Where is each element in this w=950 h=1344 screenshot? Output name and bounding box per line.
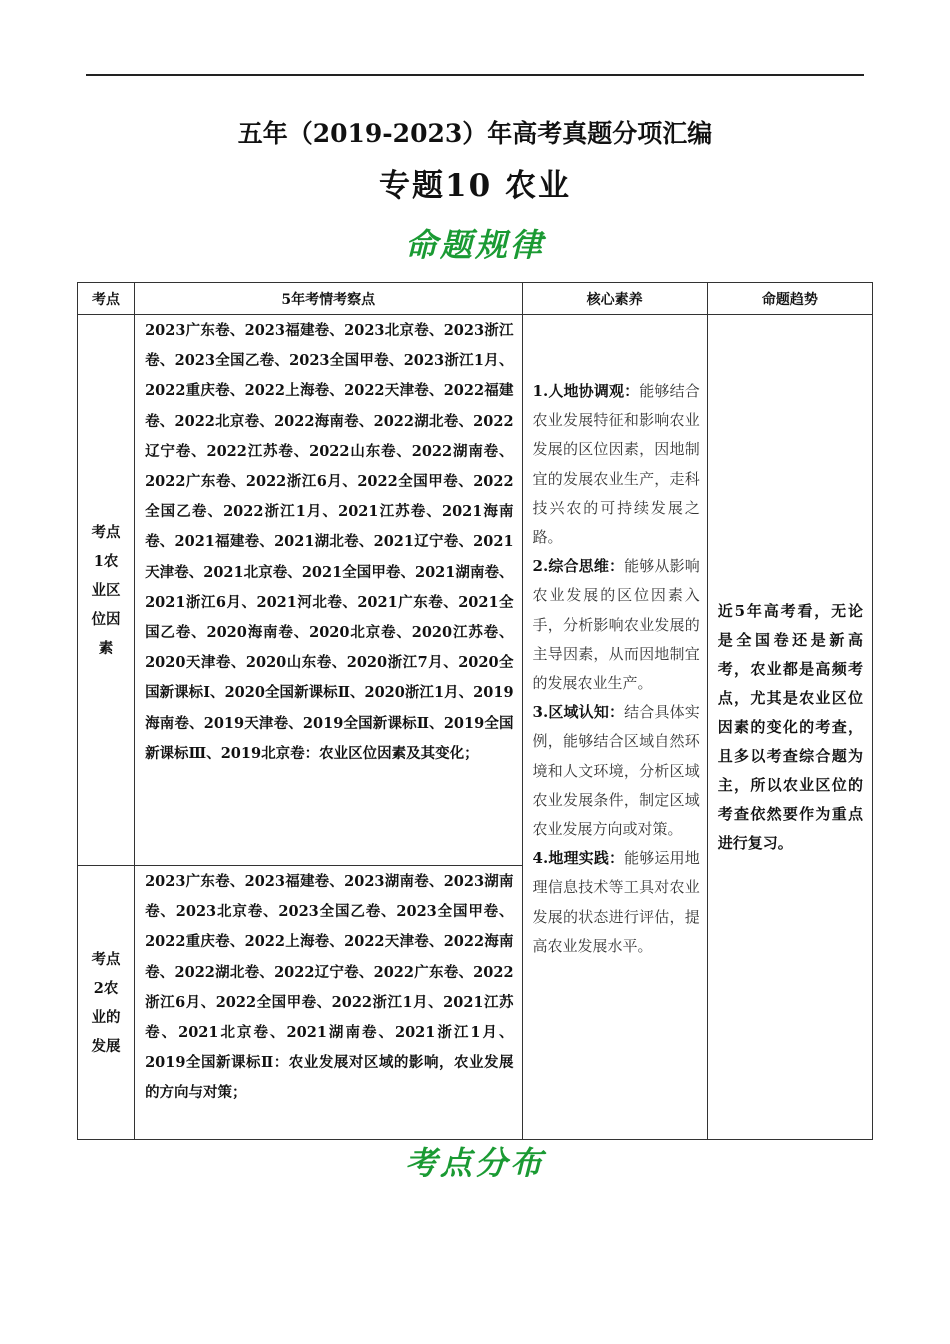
kaodian-2-cell	[78, 866, 135, 1140]
topic-title: 专题10 农业	[379, 168, 571, 204]
kaodian-1-line: 业区	[91, 581, 121, 599]
document-title: 五年（2019-2023）年高考真题分项汇编	[237, 119, 713, 148]
kaodian-1-line: 考点	[91, 523, 121, 541]
exam-points-2-cell	[135, 866, 522, 1140]
header-exam-points: 5年考情考察点	[135, 283, 522, 315]
core-literacy-list	[523, 315, 707, 961]
top-rule	[86, 74, 864, 76]
header-core-literacy: 核心素养	[522, 283, 707, 315]
kaodian-2-line: 2农	[93, 979, 119, 997]
kaodian-2-line: 考点	[91, 950, 121, 968]
analysis-table	[77, 282, 873, 1139]
table-row	[78, 315, 873, 866]
exam-points-2-text: 2023广东卷、2023福建卷、2023湖南卷、2023湖南卷、2023北京卷、2023全国乙卷、2023全国甲卷、2022重庆卷、2022上海卷、2022天津卷、2022海南卷、2022湖北卷、2022辽宁卷、2022广东卷、2022浙江6月、2022全国甲卷、2022浙江1月、2021江苏卷、2021北京卷、2021湖南卷、2021浙江1月、2019全国新课标Ⅱ：农业发展对区域的影响，农业发展的方向与对策；	[145, 873, 514, 1102]
kaodian-1-line: 位因	[91, 610, 121, 628]
kaodian-1-line: 1农	[93, 552, 119, 570]
core-literacy-cell	[522, 315, 707, 1140]
literacy-item: 4.地理实践：能够运用地理信息技术等工具对农业发展的状态进行评估，提高农业发展水平。	[532, 849, 700, 955]
kaodian-2-line: 发展	[91, 1037, 121, 1055]
table-header-row	[78, 283, 873, 315]
literacy-item: 3.区域认知：结合具体实例，能够结合区域自然环境和人文环境，分析区域农业发展条件，制定区域农业发展方向或对策。	[532, 703, 700, 839]
kaodian-2-line: 业的	[91, 1008, 121, 1026]
header-kaodian: 考点	[78, 283, 135, 315]
exam-points-1-cell	[135, 315, 522, 866]
kaodian-1-line: 素	[98, 639, 114, 657]
trend-text: 近5年高考看，无论是全国卷还是新高考，农业都是高频考点，尤其是农业区位因素的变化的考查，且多以考查综合题为主，所以农业区位的考查依然要作为重点进行复习。	[717, 601, 863, 852]
header-trend: 命题趋势	[707, 283, 872, 315]
trend-cell	[707, 315, 872, 1140]
section-heading-rules: 命题规律	[404, 226, 545, 264]
literacy-item: 1.人地协调观：能够结合农业发展特征和影响农业发展的区位因素，因地制宜的发展农业生产，走科技兴农的可持续发展之路。	[532, 382, 700, 547]
exam-points-1-text: 2023广东卷、2023福建卷、2023北京卷、2023浙江卷、2023全国乙卷、2023全国甲卷、2023浙江1月、2022重庆卷、2022上海卷、2022天津卷、2022福建卷、2022北京卷、2022海南卷、2022湖北卷、2022辽宁卷、2022江苏卷、2022山东卷、2022湖南卷、2022广东卷、2022浙江6月、2022全国甲卷、2022全国乙卷、2022浙江1月、2021江苏卷、2021海南卷、2021福建卷、2021湖北卷、2021辽宁卷、2021天津卷、2021北京卷、2021全国甲卷、2021湖南卷、2021浙江6月、2021河北卷、2021广东卷、2021全国乙卷、2020海南卷、2020北京卷、2020江苏卷、2020天津卷、2020山东卷、2020浙江7月、2020全国新课标Ⅰ、2020全国新课标Ⅱ、2020浙江1月、2019海南卷、2019天津卷、2019全国新课标Ⅱ、2019全国新课标Ⅲ、2019北京卷：农业区位因素及其变化；	[145, 322, 514, 762]
kaodian-1-cell	[78, 315, 135, 866]
literacy-item: 2.综合思维：能够从影响农业发展的区位因素入手，分析影响农业发展的主导因素，从而因地制宜的发展农业生产。	[532, 557, 700, 693]
section-heading-distribution: 考点分布	[404, 1144, 545, 1182]
